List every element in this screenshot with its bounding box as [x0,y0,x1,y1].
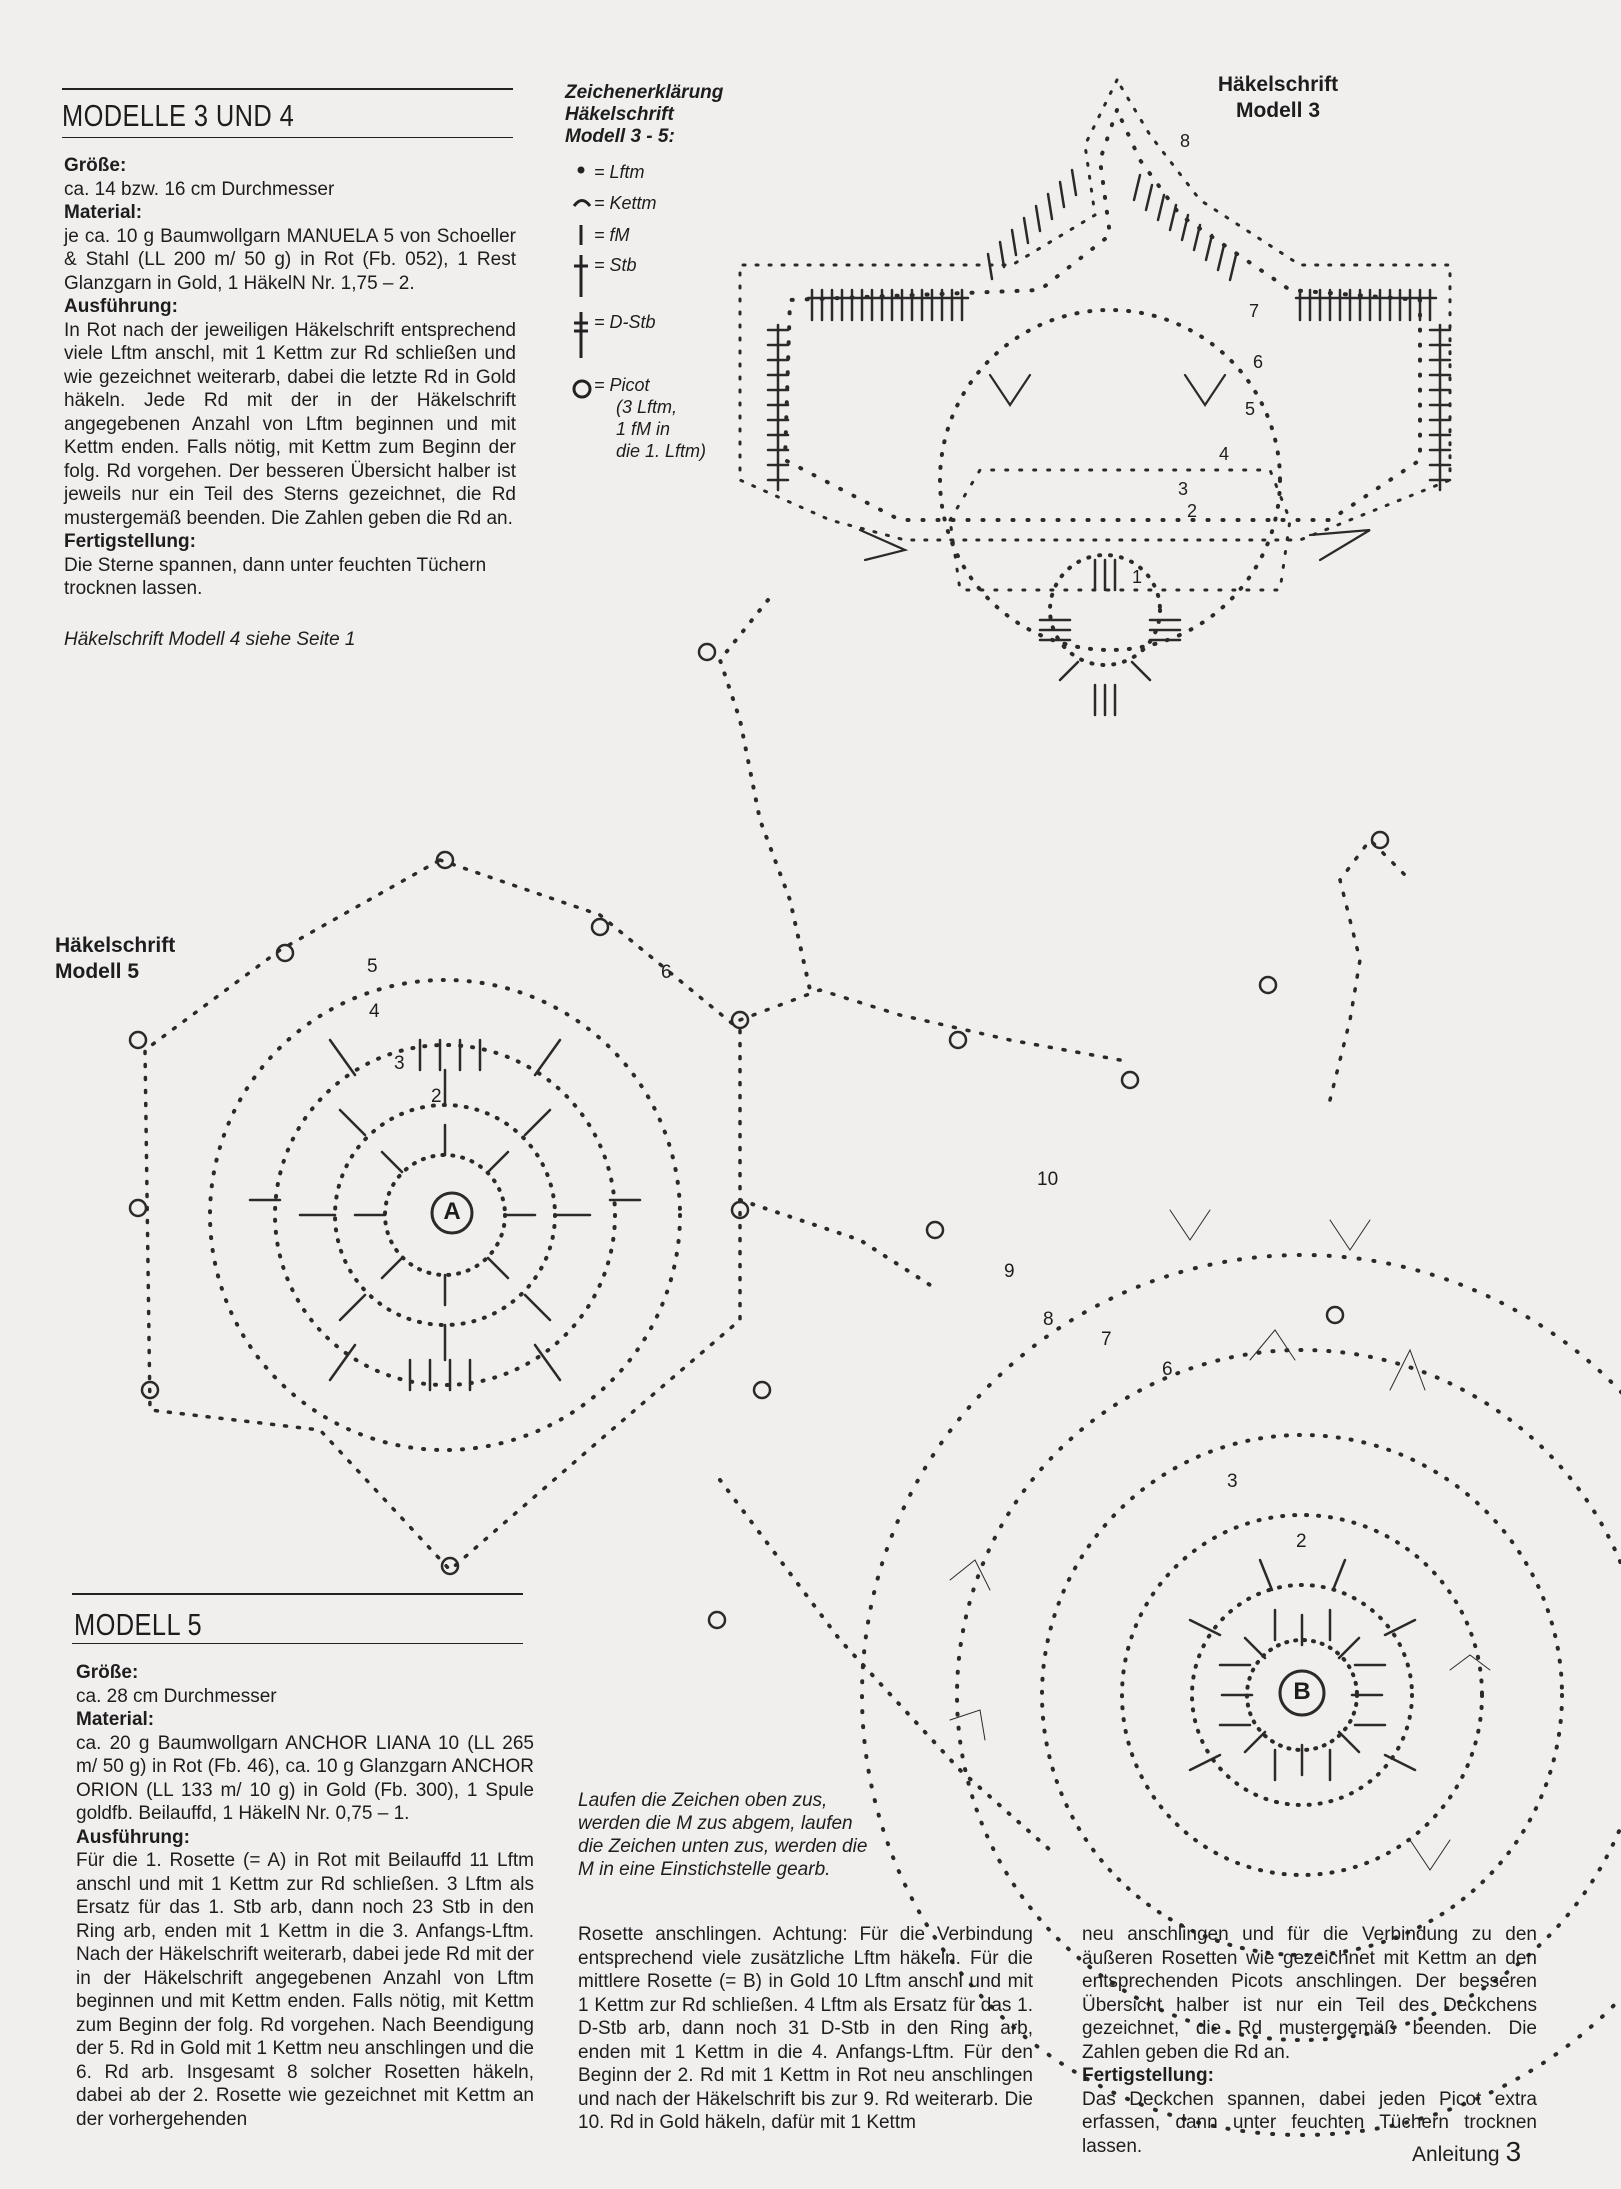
chart3-round-3: 3 [1178,479,1189,499]
ausfuehrung-text: In Rot nach der jeweiligen Häkelschrift entsprechend viele Lftm anschl, mit 1 Kettm zur Rd schließen und wie gezeichnet weiterarb, dabei die letzte Rd in Gold häkeln. Jede Rd mit der in der Häkelschrift angegebenen Anzahl von Lftm beginnen und mit Kettm enden. Falls nötig, mit Kettm zum Beginn der folg. Rd vorgehen. Der besseren Übersicht halber ist jeweils nur ein Teil des Sterns gezeichnet, die Rd mustergemäß beenden. Die Zahlen geben die Rd an. [64,319,516,529]
section-heading-modell-5: MODELL 5 [74,1607,203,1642]
bottom-rule-under [72,1643,523,1644]
picot-icon [130,1200,146,1216]
chart3-title-line-1: Häkelschrift [1217,73,1339,96]
fertigstellung-text: Die Sterne spannen, dann unter feuchten Tüchern trocknen lassen. [64,554,487,599]
legend-text-picot: = Picot [594,375,650,395]
modell4-note: Häkelschrift Modell 4 siehe Seite 1 [64,629,356,650]
modell5-col1-text: Für die 1. Rosette (= A) in Rot mit Beilauffd 11 Lftm anschl und mit 1 Kettm zur Rd schließen. 3 Lftm als Ersatz für das 1. Stb arb, dann noch 23 Stb in den Ring arb, enden mit 1 Kettm in die 3. Anfangs-Lftm. Nach der Häkelschrift weiterarb, dabei jede Rd mit der in der Häkelschrift angegebenen Anzahl von Lftm beginnen und mit Kettm enden. Falls nötig, mit Kettm zum Beginn der folg. Rd vorgehen. Nach Beendigung der 5. Rd in Gold mit 1 Kettm neu anschlingen und die 6. Rd arb. Insgesamt 8 solcher Rosetten häkeln, dabei ab der 2. Rosette wie gezeichnet mit Kettm an der vorhergehenden [76,1850,534,2130]
rosette-b-arrow-4 [950,1710,985,1740]
legend-title-line-3: Modell 3 - 5: [565,126,675,147]
chart5-title-line-2: Modell 5 [55,960,140,983]
modell5-col3-text: neu anschlingen und für die Verbindung zu den äußeren Rosetten wie gezeichnet mit Kettm an den entsprechenden Picots anschlingen. Der besseren Übersicht halber ist nur ein Teil des Deckchens gezeichnet, die Rd mustergemäß beenden. Die Zahlen geben die Rd an. [1082,1924,1537,2063]
section-heading-modelle-3-4: MODELLE 3 UND 4 [62,98,295,133]
modell5-groesse-label: Größe: [76,1662,139,1683]
rosette-b-arrow-7 [1170,1210,1210,1240]
chart5-a-round-4: 4 [369,1001,380,1022]
legend-text-stb: = Stb [594,255,637,275]
footer-label: Anleitung [1412,2143,1500,2166]
modell5-col2: Rosette anschlingen. Achtung: Für die Verbindung entsprechend viele zusätzliche Lftm häkeln. Für die mittlere Rosette (= B) in Gold 10 Lftm anschl und mit 1 Kettm zur Rd schließen. 4 Lftm als Ersatz für das 1. D-Stb arb, dann noch 31 D-Stb in den Ring arb, enden mit 1 Kettm in die 4. Anfangs-Lftm. Für den Beginn der 2. Rd mit 1 Kettm in Rot neu anschlingen und nach der Häkelschrift bis zur 9. Rd weiterarb. Die 10. Rd in Gold häkeln, dafür mit 1 Kettm [578,1924,1033,2133]
chart5-b-round-3: 3 [1227,1471,1238,1492]
legend-text-lftm: = Lftm [594,162,645,182]
chart5-b-round-6: 6 [1162,1359,1173,1380]
page-footer [1412,2136,1521,2168]
chart5-a-round-5: 5 [367,956,378,977]
modell5-material-label: Material: [76,1709,155,1730]
chart5-b-round-9: 9 [1004,1261,1015,1282]
chart3-round-2: 2 [1187,501,1198,521]
chart5-title-line-1: Häkelschrift [55,934,176,957]
chart3-round-1: 1 [1132,567,1143,587]
picot-desc-2: 1 fM in [616,419,671,439]
chart3-title-line-2: Modell 3 [1235,99,1320,122]
legend-title-line-1: Zeichenerklärung [565,82,724,103]
picot-icon [277,945,293,961]
picot-icon [592,919,608,935]
picot-icon [927,1222,943,1238]
rosette-b-arrow-8 [1330,1220,1370,1250]
rosette-b-arrow-2 [1390,1350,1425,1390]
ausfuehrung-label: Ausführung: [64,296,178,317]
chart3-round-7: 7 [1249,301,1260,321]
rosette-a-chain-right [740,990,1120,1060]
chart5-a-round-2: 2 [431,1086,442,1107]
legend-text-kettm: = Kettm [594,193,657,213]
chart5-a-round-6: 6 [661,962,672,983]
chart5-b-round-10: 10 [1037,1169,1059,1190]
modell5-groesse-text: ca. 28 cm Durchmesser [76,1685,277,1707]
modell5-fertigstellung-label: Fertigstellung: [1082,2065,1214,2086]
picot-desc-3: die 1. Lftm) [616,441,707,461]
picot-icon [130,1032,146,1048]
rosette-b-arrow-5 [1410,1840,1450,1870]
rosette-b-chain-top [1330,840,1410,1100]
chart5-b-round-2: 2 [1296,1531,1307,1552]
picot-icon [754,1382,770,1398]
picot-icon [1327,1307,1343,1323]
picot-icon [950,1032,966,1048]
modell5-fertigstellung-text: Das Deckchen spannen, dabei jeden Picot extra erfassen, dann unter feuchten Tüchern trocknen lassen. [1082,2088,1537,2157]
modell5-material-text: ca. 20 g Baumwollgarn ANCHOR LIANA 10 (LL 265 m/ 50 g) in Rot (Fb. 46), ca. 10 g Glanzgarn ANCHOR ORION (LL 133 m/ 10 g) in Gold (Fb. 300), 1 Spule goldfb. Beilauffd, 1 HäkelN Nr. 0,75 – 1. [76,1732,534,1824]
modell5-col3 [1082,1923,1537,2158]
legend-title-line-2: Häkelschrift [565,104,674,125]
chart3-round-8: 8 [1180,131,1191,151]
chart3-round-4: 4 [1219,444,1230,464]
rosette-a-chain-down [740,1200,930,1285]
rosette-b-label: B [1293,1678,1311,1705]
chart5-b-round-7: 7 [1101,1329,1112,1350]
legend-text-fm: = fM [594,225,630,245]
material-text: je ca. 10 g Baumwollgarn MANUELA 5 von Schoeller & Stahl (LL 200 m/ 50 g) in Rot (Fb. 052), 1 Rest Glanzgarn in Gold, 1 HäkelN Nr. 1,75 – 2. [64,225,516,294]
groesse-label: Größe: [64,155,127,176]
modell5-ausfuehrung-label: Ausführung: [76,1826,190,1848]
legend-text-dstb: = D-Stb [594,312,656,332]
rosette-b-arrow-6 [1450,1655,1490,1670]
chart3-round-6: 6 [1253,352,1264,372]
picot-icon [1260,977,1276,993]
rosette-b-arrow-1 [1250,1330,1295,1360]
bottom-rule [72,1593,523,1595]
modell5-col1 [76,1661,534,2131]
groesse-text: ca. 14 bzw. 16 cm Durchmesser [64,178,335,200]
picot-desc-1: (3 Lftm, [616,397,678,417]
fertigstellung-label: Fertigstellung: [64,531,196,552]
picot-icon [709,1612,725,1628]
chart3-round-5: 5 [1245,399,1256,419]
page-number: 3 [1505,2136,1522,2167]
chart5-b-round-8: 8 [1043,1309,1054,1330]
material-label: Material: [64,202,143,223]
chart-note: Laufen die Zeichen oben zus, werden die M zus abgem, laufen die Zeichen unten zus, werden die M in eine Einstichstelle gearb. [578,1790,868,1880]
picot-icon [1122,1072,1138,1088]
chart5-a-round-3: 3 [394,1053,405,1074]
rosette-a-label: A [443,1198,461,1225]
picot-icon [1372,832,1388,848]
